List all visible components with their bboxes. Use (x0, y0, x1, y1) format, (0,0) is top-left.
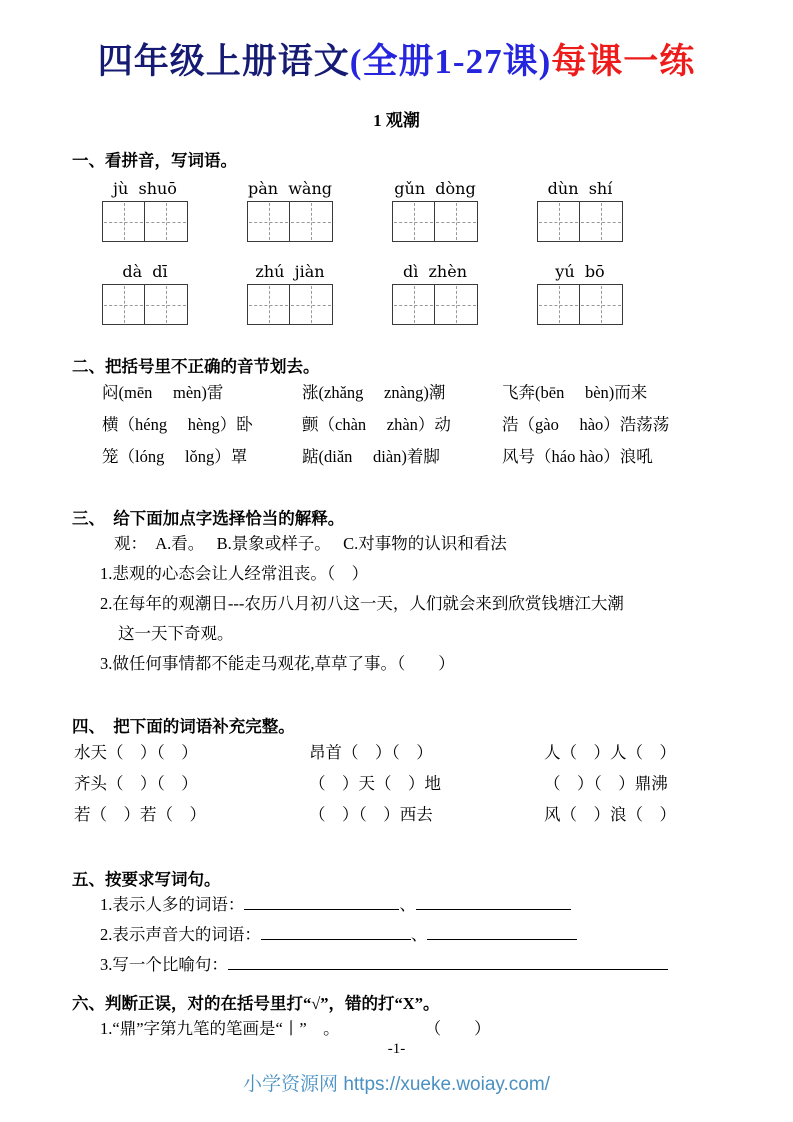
writing-grid (247, 201, 392, 242)
pinyin-label: dùn shí (547, 179, 613, 198)
syllable-item: 颤（chàn zhàn）动 (302, 415, 451, 434)
section1-heading: 一、看拼音，写词语。 (72, 151, 237, 170)
writing-grid (537, 284, 623, 325)
writing-grid (392, 284, 537, 325)
page-title (0, 0, 793, 84)
title-suffix: 每课一练 (551, 42, 696, 81)
pinyin-label: pàn wàng (247, 179, 333, 198)
writing-cell (247, 201, 290, 242)
pinyin-grid-row-1 (72, 179, 721, 242)
writing-cell (580, 201, 623, 242)
pinyin-label: jù shuō (113, 179, 177, 198)
idiom-item: 若（ ）若（ ） (74, 805, 206, 824)
writing-cell (145, 201, 188, 242)
pinyin-group (102, 262, 247, 325)
syllable-item: 飞奔(bēn bèn)而来 (502, 383, 648, 402)
pinyin-group (392, 262, 537, 325)
idiom-row (72, 799, 721, 830)
pinyin-label: gǔn dòng (394, 179, 476, 198)
writing-grid (102, 284, 247, 325)
answer-paren: （ ） (424, 1019, 491, 1038)
idiom-item: 齐头（ ）（ ） (74, 774, 198, 793)
title-main: 四年级上册语文 (97, 42, 350, 81)
answer-blank (228, 956, 668, 970)
item-label: 1.表示人多的词语： (100, 895, 245, 914)
section2-heading: 二、把括号里不正确的音节划去。 (72, 357, 320, 376)
pinyin-group (392, 179, 537, 242)
syllable-item: 笼（lóng lǒng）罩 (102, 447, 248, 466)
syllable-item: 涨(zhǎng znàng)潮 (302, 383, 446, 402)
idiom-item: 水天（ ）（ ） (74, 743, 198, 762)
section3-heading: 三、 给下面加点字选择恰当的解释。 (72, 509, 345, 528)
writing-cell (537, 201, 580, 242)
idiom-item: （ ）（ ）鼎沸 (544, 774, 668, 793)
answer-blank (261, 926, 411, 940)
definition-item-2-cont: 这一天下奇观。 (118, 624, 234, 643)
item-label: 2.表示声音大的词语： (100, 925, 261, 944)
item-label: 3.写一个比喻句： (100, 955, 228, 974)
idiom-row (72, 768, 721, 799)
writing-cell (145, 284, 188, 325)
worksheet-content (0, 147, 793, 1044)
syllable-item: 风号（háo hào）浪吼 (502, 447, 653, 466)
answer-blank (427, 926, 577, 940)
answer-blank (416, 896, 571, 910)
syllable-row (72, 409, 721, 441)
idiom-item: 人（ ）人（ ） (544, 743, 676, 762)
section4-heading: 四、 把下面的词语补充完整。 (72, 717, 295, 736)
idiom-item: 风（ ）浪（ ） (544, 805, 676, 824)
writing-grid (537, 201, 623, 242)
pinyin-label: dì zhèn (402, 262, 468, 281)
item-text: 1.“鼎”字第九笔的笔画是“丨” 。 (100, 1019, 340, 1038)
definition-item-3: 3.做任何事情都不能走马观花,草草了事。（ ） (100, 654, 455, 673)
writing-cell (537, 284, 580, 325)
title-paren: (全册1-27课) (349, 42, 552, 81)
separator: 、 (399, 895, 416, 914)
pinyin-label: yú bō (555, 262, 605, 281)
idiom-row (72, 737, 721, 768)
lesson-title: 1 观潮 (373, 111, 420, 130)
section6-heading: 六、判断正误，对的在括号里打“√”，错的打“X”。 (72, 994, 440, 1013)
writing-cell (435, 201, 478, 242)
pinyin-grid-row-2 (72, 262, 721, 325)
true-false-item-1 (72, 1014, 721, 1044)
pinyin-group (537, 262, 623, 325)
syllable-item: 闷(mēn mèn)雷 (102, 383, 224, 402)
pinyin-group (247, 179, 392, 242)
idiom-item: 昂首（ ）（ ） (309, 743, 433, 762)
writing-cell (392, 201, 435, 242)
site-footer-link[interactable]: 小学资源网 https://xueke.woiay.com/ (243, 1074, 550, 1095)
syllable-item: 横（héng hèng）卧 (102, 415, 253, 434)
writing-grid (247, 284, 392, 325)
writing-cell (392, 284, 435, 325)
definition-item-1: 1.悲观的心态会让人经常沮丧。（ ） (100, 564, 369, 583)
writing-cell (102, 284, 145, 325)
writing-cell (580, 284, 623, 325)
writing-cell (435, 284, 478, 325)
idiom-item: （ ）天（ ）地 (309, 774, 441, 793)
syllable-item: 踮(diǎn diàn)着脚 (302, 447, 440, 466)
write-words-item-3 (72, 950, 721, 980)
pinyin-group (537, 179, 623, 242)
syllable-item: 浩（gào hào）浩荡荡 (502, 415, 670, 434)
writing-grid (392, 201, 537, 242)
write-words-item-1 (72, 890, 721, 920)
section5-heading: 五、按要求写词句。 (72, 870, 221, 889)
writing-cell (290, 284, 333, 325)
answer-blank (244, 896, 399, 910)
pinyin-label: zhú jiàn (255, 262, 325, 281)
writing-cell (247, 284, 290, 325)
writing-grid (102, 201, 247, 242)
separator: 、 (410, 925, 428, 944)
syllable-row (72, 377, 721, 409)
definition-options: 观： A.看。 B.景象或样子。 C.对事物的认识和看法 (114, 534, 507, 553)
definition-item-2: 2.在每年的观潮日---农历八月初八这一天，人们就会来到欣赏钱塘江大潮 (100, 594, 624, 613)
writing-cell (102, 201, 145, 242)
page-number: -1- (387, 1041, 406, 1057)
writing-cell (290, 201, 333, 242)
syllable-row (72, 441, 721, 473)
pinyin-group (247, 262, 392, 325)
pinyin-group (102, 179, 247, 242)
write-words-item-2 (72, 920, 721, 950)
pinyin-label: dà dī (122, 262, 168, 281)
idiom-item: （ ）（ ）西去 (309, 805, 433, 824)
